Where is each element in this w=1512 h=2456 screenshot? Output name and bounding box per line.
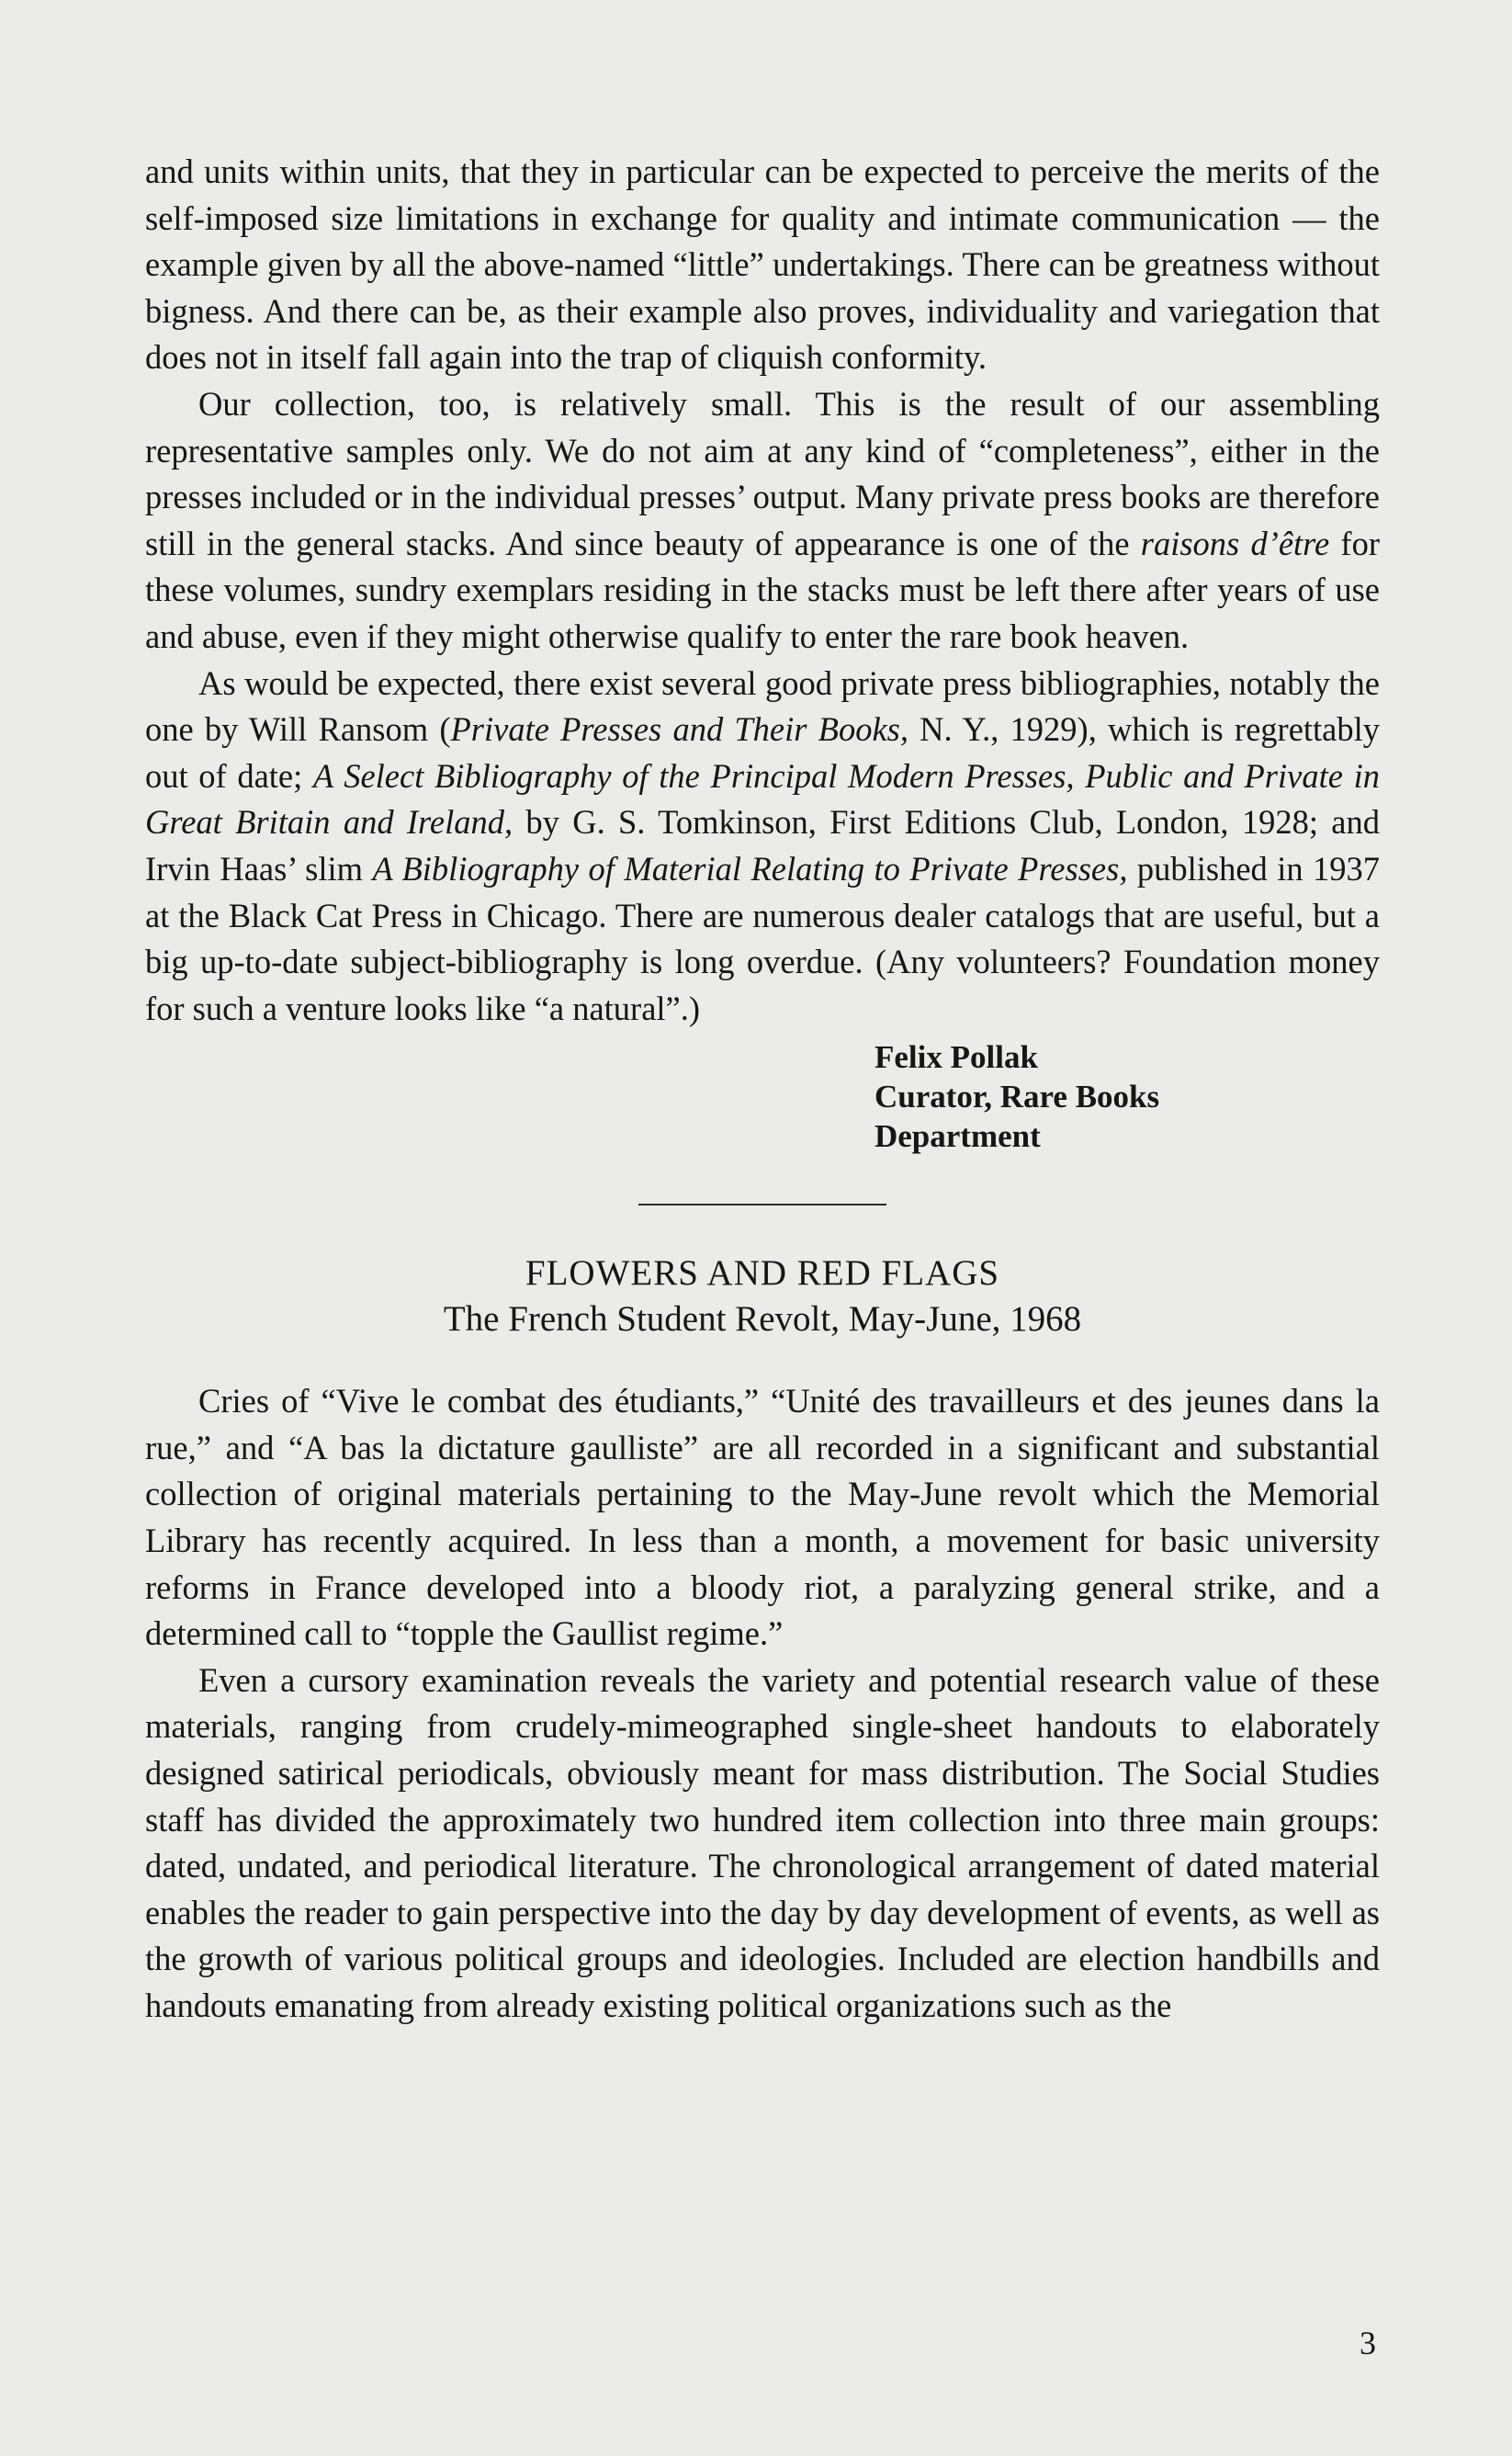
- article-title: FLOWERS AND RED FLAGS: [525, 1253, 1000, 1294]
- italic-run: raisons d’être: [1140, 524, 1330, 562]
- text-run: Even a cursory examination reveals the variety and potential research value of these materials, ranging from crudely-mimeographed single-sheet handouts to elaborately designed satirical periodicals, obviously meant for mass distribution. The Social Studies staff has divided the approximately two hundred item collection into three main groups: dated, undated, and periodical literature. The chronological arrangement of dated material enables the reader to gain perspective into the day by day development of events, as well as the growth of various political groups and ideologies. Included are election handbills and handouts emanating from already existing political organizations such as the: [145, 1660, 1380, 2024]
- text-run: published in 1937 at the Black Cat Press in Chicago. There are numerous dealer catalogs that are useful, but a big up-to-date subject-bibliography is long overdue. (Any volunteers? Foundation money for such a venture looks like “a natural”.): [145, 849, 1380, 1027]
- body-paragraph: [145, 1378, 1380, 1658]
- italic-run: A Bibliography of Material Relating to Private Presses,: [372, 849, 1128, 888]
- author-signature: [874, 1032, 1380, 1156]
- text-run: Our collection, too, is relatively small. This is the result of our assembling representative samples only. We do not aim at any kind of “completeness”, either in the presses included or in the individual presses’ output. Many private press books are therefore still in the general stacks. And since beauty of appearance is one of the: [145, 384, 1380, 562]
- author-name: Felix Pollak: [874, 1039, 1038, 1076]
- author-department: Department: [874, 1118, 1041, 1155]
- article-subtitle: The French Student Revolt, May-June, 1968: [443, 1299, 1082, 1340]
- text-run: Cries of “Vive le combat des étudiants,” “Unité des travailleurs et des jeunes dans la rue,” and “A bas la dictature gaulliste” are all recorded in a significant and substantial collection of original materials pertaining to the May-June revolt which the Memorial Library has recently acquired. In less than a month, a movement for basic university reforms in France developed into a bloody riot, a paralyzing general strike, and a determined call to “topple the Gaullist regime.”: [145, 1382, 1380, 1653]
- body-paragraph: [145, 661, 1380, 1033]
- italic-run: Private Presses and Their Books,: [450, 710, 908, 749]
- author-title: Curator, Rare Books: [874, 1079, 1160, 1115]
- body-paragraph: [145, 149, 1380, 381]
- body-paragraph: [145, 1658, 1380, 2030]
- text-run: for these volumes, sundry exemplars residing in the stacks must be left there after years of use and abuse, even if they might otherwise qualify to enter the rare book heaven.: [145, 524, 1380, 655]
- text-run: and units within units, that they in particular can be expected to perceive the merits of the self-imposed size limitations in exchange for quality and intimate communication — the example given by all the above-named “little” undertakings. There can be greatness without bigness. And there can be, as their example also proves, individuality and variegation that does not in itself fall again into the trap of cliquish conformity.: [145, 153, 1380, 377]
- previous-article-body: [145, 149, 1380, 1032]
- body-paragraph: [145, 381, 1380, 661]
- text-column: [145, 149, 1380, 2030]
- text-run: by G. S. Tomkinson, First Editions Club, London, 1928; and Irvin Haas’ slim: [145, 803, 1380, 888]
- text-run: As would be expected, there exist several good private press bibliographies, notably the one by Will Ransom (: [145, 663, 1380, 749]
- italic-run: A Select Bibliography of the Principal Modern Presses, Public and Private in Great Britain and Ireland,: [145, 756, 1380, 842]
- article-body: [145, 1378, 1380, 2029]
- text-run: N. Y., 1929), which is regrettably out of date;: [145, 710, 1381, 795]
- page-number: 3: [1360, 2325, 1376, 2361]
- section-divider: [638, 1204, 886, 1205]
